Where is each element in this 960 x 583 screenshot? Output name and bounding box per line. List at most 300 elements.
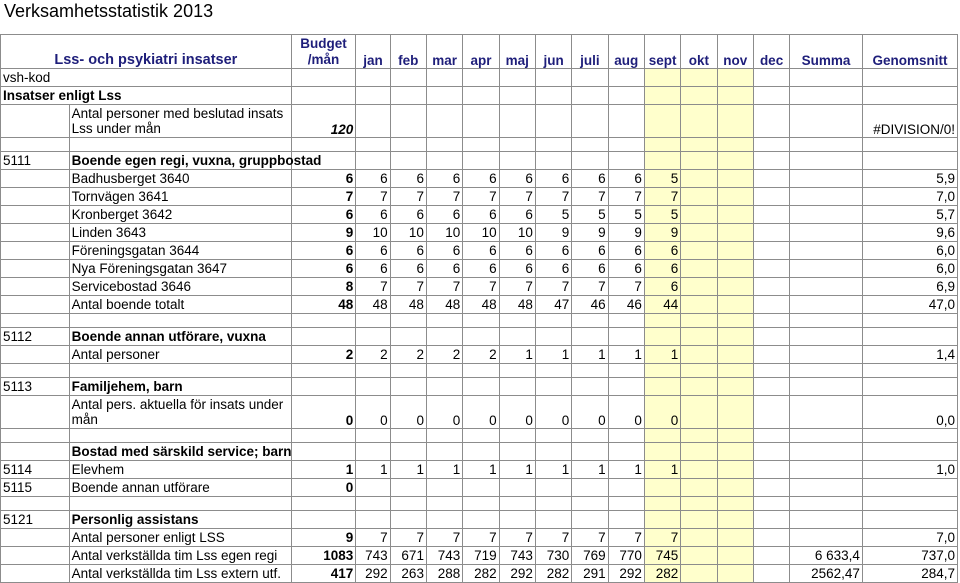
month-value-cell[interactable]: 6 xyxy=(572,260,608,278)
empty-cell[interactable] xyxy=(572,314,608,328)
empty-cell[interactable] xyxy=(499,364,535,378)
month-value-cell[interactable]: 6 xyxy=(608,170,644,188)
month-value-cell[interactable] xyxy=(753,547,789,565)
empty-cell[interactable] xyxy=(535,429,571,443)
empty-cell[interactable] xyxy=(608,328,644,346)
empty-cell[interactable] xyxy=(291,443,356,461)
row-code[interactable] xyxy=(1,242,70,260)
row-label[interactable]: Insatser enligt Lss xyxy=(1,87,292,105)
month-value-cell[interactable]: 48 xyxy=(356,296,390,314)
average-cell[interactable]: 7,0 xyxy=(862,188,957,206)
month-value-cell[interactable]: 10 xyxy=(390,224,426,242)
month-value-cell[interactable]: 6 xyxy=(356,170,390,188)
month-value-cell[interactable]: 5 xyxy=(644,206,680,224)
month-value-cell[interactable]: 0 xyxy=(390,396,426,429)
month-value-cell[interactable]: 282 xyxy=(644,565,680,583)
empty-cell[interactable] xyxy=(644,69,680,87)
average-cell[interactable]: 737,0 xyxy=(862,547,957,565)
header-month-apr[interactable]: apr xyxy=(463,35,499,69)
empty-cell[interactable] xyxy=(69,497,291,511)
month-value-cell[interactable] xyxy=(717,346,753,364)
month-value-cell[interactable]: 1 xyxy=(390,461,426,479)
summa-cell[interactable] xyxy=(790,278,863,296)
empty-cell[interactable] xyxy=(291,497,356,511)
month-value-cell[interactable] xyxy=(681,396,717,429)
empty-cell[interactable] xyxy=(426,314,462,328)
month-value-cell[interactable]: 5 xyxy=(608,206,644,224)
header-month-jun[interactable]: jun xyxy=(535,35,571,69)
empty-cell[interactable] xyxy=(790,138,863,152)
empty-cell[interactable] xyxy=(862,429,957,443)
budget-cell[interactable]: 0 xyxy=(291,396,356,429)
empty-cell[interactable] xyxy=(681,328,717,346)
empty-cell[interactable] xyxy=(572,87,608,105)
month-value-cell[interactable]: 0 xyxy=(535,396,571,429)
month-value-cell[interactable]: 292 xyxy=(356,565,390,583)
empty-cell[interactable] xyxy=(681,364,717,378)
month-value-cell[interactable]: 7 xyxy=(535,188,571,206)
empty-cell[interactable] xyxy=(608,138,644,152)
empty-cell[interactable] xyxy=(862,87,957,105)
empty-cell[interactable] xyxy=(681,443,717,461)
row-label[interactable]: Nya Föreningsgatan 3647 xyxy=(69,260,291,278)
month-value-cell[interactable] xyxy=(681,188,717,206)
month-value-cell[interactable]: 291 xyxy=(572,565,608,583)
row-label[interactable]: Linden 3643 xyxy=(69,224,291,242)
empty-cell[interactable] xyxy=(499,87,535,105)
empty-cell[interactable] xyxy=(608,511,644,529)
month-value-cell[interactable] xyxy=(426,105,462,138)
month-value-cell[interactable] xyxy=(535,105,571,138)
empty-cell[interactable] xyxy=(644,378,680,396)
month-value-cell[interactable] xyxy=(681,529,717,547)
row-code[interactable] xyxy=(1,260,70,278)
month-value-cell[interactable]: 5 xyxy=(535,206,571,224)
header-month-dec[interactable]: dec xyxy=(753,35,789,69)
average-cell[interactable]: 5,7 xyxy=(862,206,957,224)
row-code[interactable] xyxy=(1,105,70,138)
empty-cell[interactable] xyxy=(753,87,789,105)
month-value-cell[interactable] xyxy=(390,479,426,497)
empty-cell[interactable] xyxy=(426,364,462,378)
empty-cell[interactable] xyxy=(291,69,356,87)
empty-cell[interactable] xyxy=(356,69,390,87)
summa-cell[interactable] xyxy=(790,242,863,260)
header-month-maj[interactable]: maj xyxy=(499,35,535,69)
empty-cell[interactable] xyxy=(390,138,426,152)
empty-cell[interactable] xyxy=(608,364,644,378)
empty-cell[interactable] xyxy=(644,497,680,511)
empty-cell[interactable] xyxy=(390,378,426,396)
empty-cell[interactable] xyxy=(608,378,644,396)
month-value-cell[interactable]: 745 xyxy=(644,547,680,565)
month-value-cell[interactable]: 769 xyxy=(572,547,608,565)
empty-cell[interactable] xyxy=(717,497,753,511)
summa-cell[interactable] xyxy=(790,529,863,547)
month-value-cell[interactable] xyxy=(681,278,717,296)
empty-cell[interactable] xyxy=(390,328,426,346)
empty-cell[interactable] xyxy=(717,328,753,346)
empty-cell[interactable] xyxy=(717,364,753,378)
empty-cell[interactable] xyxy=(1,497,70,511)
empty-cell[interactable] xyxy=(717,511,753,529)
month-value-cell[interactable]: 0 xyxy=(356,396,390,429)
average-cell[interactable]: #DIVISION/0! xyxy=(862,105,957,138)
month-value-cell[interactable] xyxy=(753,278,789,296)
empty-cell[interactable] xyxy=(356,328,390,346)
empty-cell[interactable] xyxy=(753,314,789,328)
row-label[interactable]: Boende annan utförare xyxy=(69,479,291,497)
empty-cell[interactable] xyxy=(608,314,644,328)
empty-cell[interactable] xyxy=(862,497,957,511)
row-label[interactable]: Antal verkställda tim Lss extern utf. xyxy=(69,565,291,583)
empty-cell[interactable] xyxy=(426,87,462,105)
month-value-cell[interactable] xyxy=(753,529,789,547)
empty-cell[interactable] xyxy=(753,443,789,461)
month-value-cell[interactable] xyxy=(717,278,753,296)
average-cell[interactable]: 1,4 xyxy=(862,346,957,364)
empty-cell[interactable] xyxy=(572,497,608,511)
month-value-cell[interactable]: 6 xyxy=(463,260,499,278)
empty-cell[interactable] xyxy=(291,328,356,346)
empty-cell[interactable] xyxy=(862,511,957,529)
section-title[interactable]: Boende annan utförare, vuxna xyxy=(69,328,291,346)
month-value-cell[interactable]: 6 xyxy=(356,260,390,278)
empty-cell[interactable] xyxy=(572,364,608,378)
month-value-cell[interactable] xyxy=(717,461,753,479)
empty-cell[interactable] xyxy=(356,429,390,443)
month-value-cell[interactable]: 671 xyxy=(390,547,426,565)
empty-cell[interactable] xyxy=(390,429,426,443)
empty-cell[interactable] xyxy=(862,152,957,170)
empty-cell[interactable] xyxy=(644,443,680,461)
month-value-cell[interactable]: 6 xyxy=(463,242,499,260)
row-label[interactable]: vsh-kod xyxy=(1,69,292,87)
month-value-cell[interactable] xyxy=(717,565,753,583)
empty-cell[interactable] xyxy=(426,328,462,346)
summa-cell[interactable] xyxy=(790,461,863,479)
empty-cell[interactable] xyxy=(572,138,608,152)
month-value-cell[interactable]: 0 xyxy=(463,396,499,429)
empty-cell[interactable] xyxy=(463,378,499,396)
section-code[interactable]: 5121 xyxy=(1,511,70,529)
month-value-cell[interactable]: 6 xyxy=(644,278,680,296)
header-month-juli[interactable]: juli xyxy=(572,35,608,69)
month-value-cell[interactable] xyxy=(681,479,717,497)
row-code[interactable] xyxy=(1,278,70,296)
month-value-cell[interactable]: 9 xyxy=(572,224,608,242)
month-value-cell[interactable]: 6 xyxy=(499,260,535,278)
month-value-cell[interactable]: 292 xyxy=(608,565,644,583)
header-month-okt[interactable]: okt xyxy=(681,35,717,69)
empty-cell[interactable] xyxy=(535,497,571,511)
summa-cell[interactable] xyxy=(790,396,863,429)
month-value-cell[interactable]: 2 xyxy=(390,346,426,364)
empty-cell[interactable] xyxy=(790,378,863,396)
row-label[interactable]: Tornvägen 3641 xyxy=(69,188,291,206)
month-value-cell[interactable]: 7 xyxy=(572,278,608,296)
empty-cell[interactable] xyxy=(535,364,571,378)
row-label[interactable]: Antal personer xyxy=(69,346,291,364)
empty-cell[interactable] xyxy=(862,364,957,378)
empty-cell[interactable] xyxy=(426,429,462,443)
month-value-cell[interactable]: 6 xyxy=(535,242,571,260)
month-value-cell[interactable] xyxy=(717,242,753,260)
empty-cell[interactable] xyxy=(463,443,499,461)
budget-cell[interactable]: 9 xyxy=(291,529,356,547)
empty-cell[interactable] xyxy=(499,497,535,511)
budget-cell[interactable]: 0 xyxy=(291,479,356,497)
empty-cell[interactable] xyxy=(69,364,291,378)
summa-cell[interactable] xyxy=(790,105,863,138)
section-code[interactable]: 5113 xyxy=(1,378,70,396)
month-value-cell[interactable] xyxy=(572,479,608,497)
month-value-cell[interactable]: 9 xyxy=(644,224,680,242)
section-code[interactable] xyxy=(1,443,70,461)
month-value-cell[interactable]: 6 xyxy=(535,170,571,188)
empty-cell[interactable] xyxy=(426,138,462,152)
empty-cell[interactable] xyxy=(390,87,426,105)
month-value-cell[interactable]: 48 xyxy=(426,296,462,314)
month-value-cell[interactable]: 6 xyxy=(572,170,608,188)
month-value-cell[interactable]: 292 xyxy=(499,565,535,583)
row-code[interactable] xyxy=(1,529,70,547)
average-cell[interactable]: 0,0 xyxy=(862,396,957,429)
month-value-cell[interactable]: 10 xyxy=(499,224,535,242)
month-value-cell[interactable]: 7 xyxy=(463,278,499,296)
month-value-cell[interactable]: 0 xyxy=(644,396,680,429)
empty-cell[interactable] xyxy=(572,328,608,346)
month-value-cell[interactable] xyxy=(717,188,753,206)
empty-cell[interactable] xyxy=(463,152,499,170)
month-value-cell[interactable]: 1 xyxy=(463,461,499,479)
month-value-cell[interactable] xyxy=(753,296,789,314)
empty-cell[interactable] xyxy=(717,429,753,443)
empty-cell[interactable] xyxy=(790,152,863,170)
month-value-cell[interactable]: 10 xyxy=(463,224,499,242)
month-value-cell[interactable]: 6 xyxy=(426,170,462,188)
empty-cell[interactable] xyxy=(426,378,462,396)
empty-cell[interactable] xyxy=(717,152,753,170)
empty-cell[interactable] xyxy=(681,511,717,529)
empty-cell[interactable] xyxy=(717,378,753,396)
average-cell[interactable]: 7,0 xyxy=(862,529,957,547)
empty-cell[interactable] xyxy=(681,69,717,87)
month-value-cell[interactable] xyxy=(499,105,535,138)
empty-cell[interactable] xyxy=(572,378,608,396)
month-value-cell[interactable] xyxy=(681,346,717,364)
empty-cell[interactable] xyxy=(790,87,863,105)
row-code[interactable] xyxy=(1,396,70,429)
month-value-cell[interactable]: 6 xyxy=(499,206,535,224)
month-value-cell[interactable]: 6 xyxy=(463,170,499,188)
empty-cell[interactable] xyxy=(499,378,535,396)
empty-cell[interactable] xyxy=(753,497,789,511)
empty-cell[interactable] xyxy=(644,87,680,105)
month-value-cell[interactable] xyxy=(717,396,753,429)
empty-cell[interactable] xyxy=(390,364,426,378)
empty-cell[interactable] xyxy=(608,429,644,443)
month-value-cell[interactable] xyxy=(572,105,608,138)
month-value-cell[interactable]: 46 xyxy=(608,296,644,314)
month-value-cell[interactable]: 1 xyxy=(535,461,571,479)
average-cell[interactable]: 1,0 xyxy=(862,461,957,479)
month-value-cell[interactable]: 1 xyxy=(644,346,680,364)
empty-cell[interactable] xyxy=(790,443,863,461)
row-label[interactable]: Kronberget 3642 xyxy=(69,206,291,224)
empty-cell[interactable] xyxy=(608,152,644,170)
row-code[interactable] xyxy=(1,296,70,314)
month-value-cell[interactable] xyxy=(717,260,753,278)
average-cell[interactable]: 5,9 xyxy=(862,170,957,188)
empty-cell[interactable] xyxy=(499,69,535,87)
empty-cell[interactable] xyxy=(426,69,462,87)
month-value-cell[interactable]: 7 xyxy=(499,529,535,547)
empty-cell[interactable] xyxy=(644,511,680,529)
month-value-cell[interactable]: 1 xyxy=(644,461,680,479)
empty-cell[interactable] xyxy=(644,138,680,152)
month-value-cell[interactable] xyxy=(753,242,789,260)
empty-cell[interactable] xyxy=(753,511,789,529)
empty-cell[interactable] xyxy=(426,152,462,170)
budget-cell[interactable]: 6 xyxy=(291,242,356,260)
month-value-cell[interactable]: 7 xyxy=(426,188,462,206)
month-value-cell[interactable]: 6 xyxy=(390,170,426,188)
empty-cell[interactable] xyxy=(862,138,957,152)
average-cell[interactable]: 9,6 xyxy=(862,224,957,242)
empty-cell[interactable] xyxy=(862,378,957,396)
month-value-cell[interactable]: 6 xyxy=(608,242,644,260)
month-value-cell[interactable] xyxy=(356,105,390,138)
empty-cell[interactable] xyxy=(356,443,390,461)
month-value-cell[interactable] xyxy=(681,105,717,138)
row-code[interactable] xyxy=(1,224,70,242)
month-value-cell[interactable]: 0 xyxy=(572,396,608,429)
month-value-cell[interactable]: 0 xyxy=(608,396,644,429)
month-value-cell[interactable]: 6 xyxy=(356,242,390,260)
empty-cell[interactable] xyxy=(535,152,571,170)
month-value-cell[interactable]: 0 xyxy=(426,396,462,429)
empty-cell[interactable] xyxy=(499,138,535,152)
month-value-cell[interactable]: 7 xyxy=(499,278,535,296)
month-value-cell[interactable]: 9 xyxy=(535,224,571,242)
empty-cell[interactable] xyxy=(463,314,499,328)
empty-cell[interactable] xyxy=(463,364,499,378)
summa-cell[interactable] xyxy=(790,170,863,188)
budget-cell[interactable]: 417 xyxy=(291,565,356,583)
empty-cell[interactable] xyxy=(790,511,863,529)
empty-cell[interactable] xyxy=(681,429,717,443)
header-heading[interactable]: Lss- och psykiatri insatser xyxy=(1,35,292,69)
month-value-cell[interactable]: 6 xyxy=(608,260,644,278)
month-value-cell[interactable]: 7 xyxy=(390,529,426,547)
empty-cell[interactable] xyxy=(426,497,462,511)
month-value-cell[interactable]: 7 xyxy=(535,278,571,296)
empty-cell[interactable] xyxy=(681,138,717,152)
average-cell[interactable]: 284,7 xyxy=(862,565,957,583)
month-value-cell[interactable]: 7 xyxy=(608,278,644,296)
empty-cell[interactable] xyxy=(463,328,499,346)
month-value-cell[interactable]: 6 xyxy=(390,242,426,260)
row-label[interactable]: Föreningsgatan 3644 xyxy=(69,242,291,260)
empty-cell[interactable] xyxy=(753,378,789,396)
empty-cell[interactable] xyxy=(1,138,70,152)
month-value-cell[interactable] xyxy=(717,224,753,242)
budget-cell[interactable]: 48 xyxy=(291,296,356,314)
month-value-cell[interactable]: 6 xyxy=(390,206,426,224)
budget-cell[interactable]: 6 xyxy=(291,206,356,224)
month-value-cell[interactable] xyxy=(463,105,499,138)
month-value-cell[interactable]: 7 xyxy=(499,188,535,206)
row-code[interactable] xyxy=(1,565,70,583)
section-title[interactable]: Personlig assistans xyxy=(69,511,291,529)
empty-cell[interactable] xyxy=(1,429,70,443)
empty-cell[interactable] xyxy=(790,364,863,378)
empty-cell[interactable] xyxy=(291,314,356,328)
empty-cell[interactable] xyxy=(753,138,789,152)
empty-cell[interactable] xyxy=(535,69,571,87)
section-title[interactable]: Bostad med särskild service; barn xyxy=(69,443,291,461)
empty-cell[interactable] xyxy=(535,378,571,396)
month-value-cell[interactable] xyxy=(753,346,789,364)
budget-cell[interactable]: 1083 xyxy=(291,547,356,565)
empty-cell[interactable] xyxy=(356,314,390,328)
summa-cell[interactable] xyxy=(790,346,863,364)
row-label[interactable]: Servicebostad 3646 xyxy=(69,278,291,296)
empty-cell[interactable] xyxy=(753,364,789,378)
month-value-cell[interactable] xyxy=(681,242,717,260)
month-value-cell[interactable] xyxy=(753,188,789,206)
month-value-cell[interactable] xyxy=(717,105,753,138)
month-value-cell[interactable]: 7 xyxy=(608,188,644,206)
month-value-cell[interactable]: 1 xyxy=(499,461,535,479)
empty-cell[interactable] xyxy=(572,443,608,461)
budget-cell[interactable]: 6 xyxy=(291,260,356,278)
empty-cell[interactable] xyxy=(390,497,426,511)
empty-cell[interactable] xyxy=(753,152,789,170)
section-code[interactable]: 5112 xyxy=(1,328,70,346)
month-value-cell[interactable]: 48 xyxy=(390,296,426,314)
empty-cell[interactable] xyxy=(499,328,535,346)
empty-cell[interactable] xyxy=(463,429,499,443)
row-label[interactable] xyxy=(69,396,291,429)
empty-cell[interactable] xyxy=(608,497,644,511)
month-value-cell[interactable]: 5 xyxy=(572,206,608,224)
month-value-cell[interactable]: 1 xyxy=(426,461,462,479)
month-value-cell[interactable] xyxy=(426,479,462,497)
month-value-cell[interactable]: 282 xyxy=(463,565,499,583)
empty-cell[interactable] xyxy=(390,443,426,461)
summa-cell[interactable] xyxy=(790,206,863,224)
header-month-feb[interactable]: feb xyxy=(390,35,426,69)
empty-cell[interactable] xyxy=(535,443,571,461)
month-value-cell[interactable]: 48 xyxy=(463,296,499,314)
empty-cell[interactable] xyxy=(356,364,390,378)
row-code[interactable] xyxy=(1,170,70,188)
empty-cell[interactable] xyxy=(535,328,571,346)
empty-cell[interactable] xyxy=(681,152,717,170)
average-cell[interactable]: 47,0 xyxy=(862,296,957,314)
month-value-cell[interactable] xyxy=(356,479,390,497)
month-value-cell[interactable]: 7 xyxy=(426,529,462,547)
month-value-cell[interactable] xyxy=(753,260,789,278)
budget-cell[interactable]: 6 xyxy=(291,170,356,188)
month-value-cell[interactable]: 263 xyxy=(390,565,426,583)
month-value-cell[interactable]: 48 xyxy=(499,296,535,314)
month-value-cell[interactable]: 7 xyxy=(356,188,390,206)
month-value-cell[interactable]: 770 xyxy=(608,547,644,565)
month-value-cell[interactable]: 2 xyxy=(463,346,499,364)
